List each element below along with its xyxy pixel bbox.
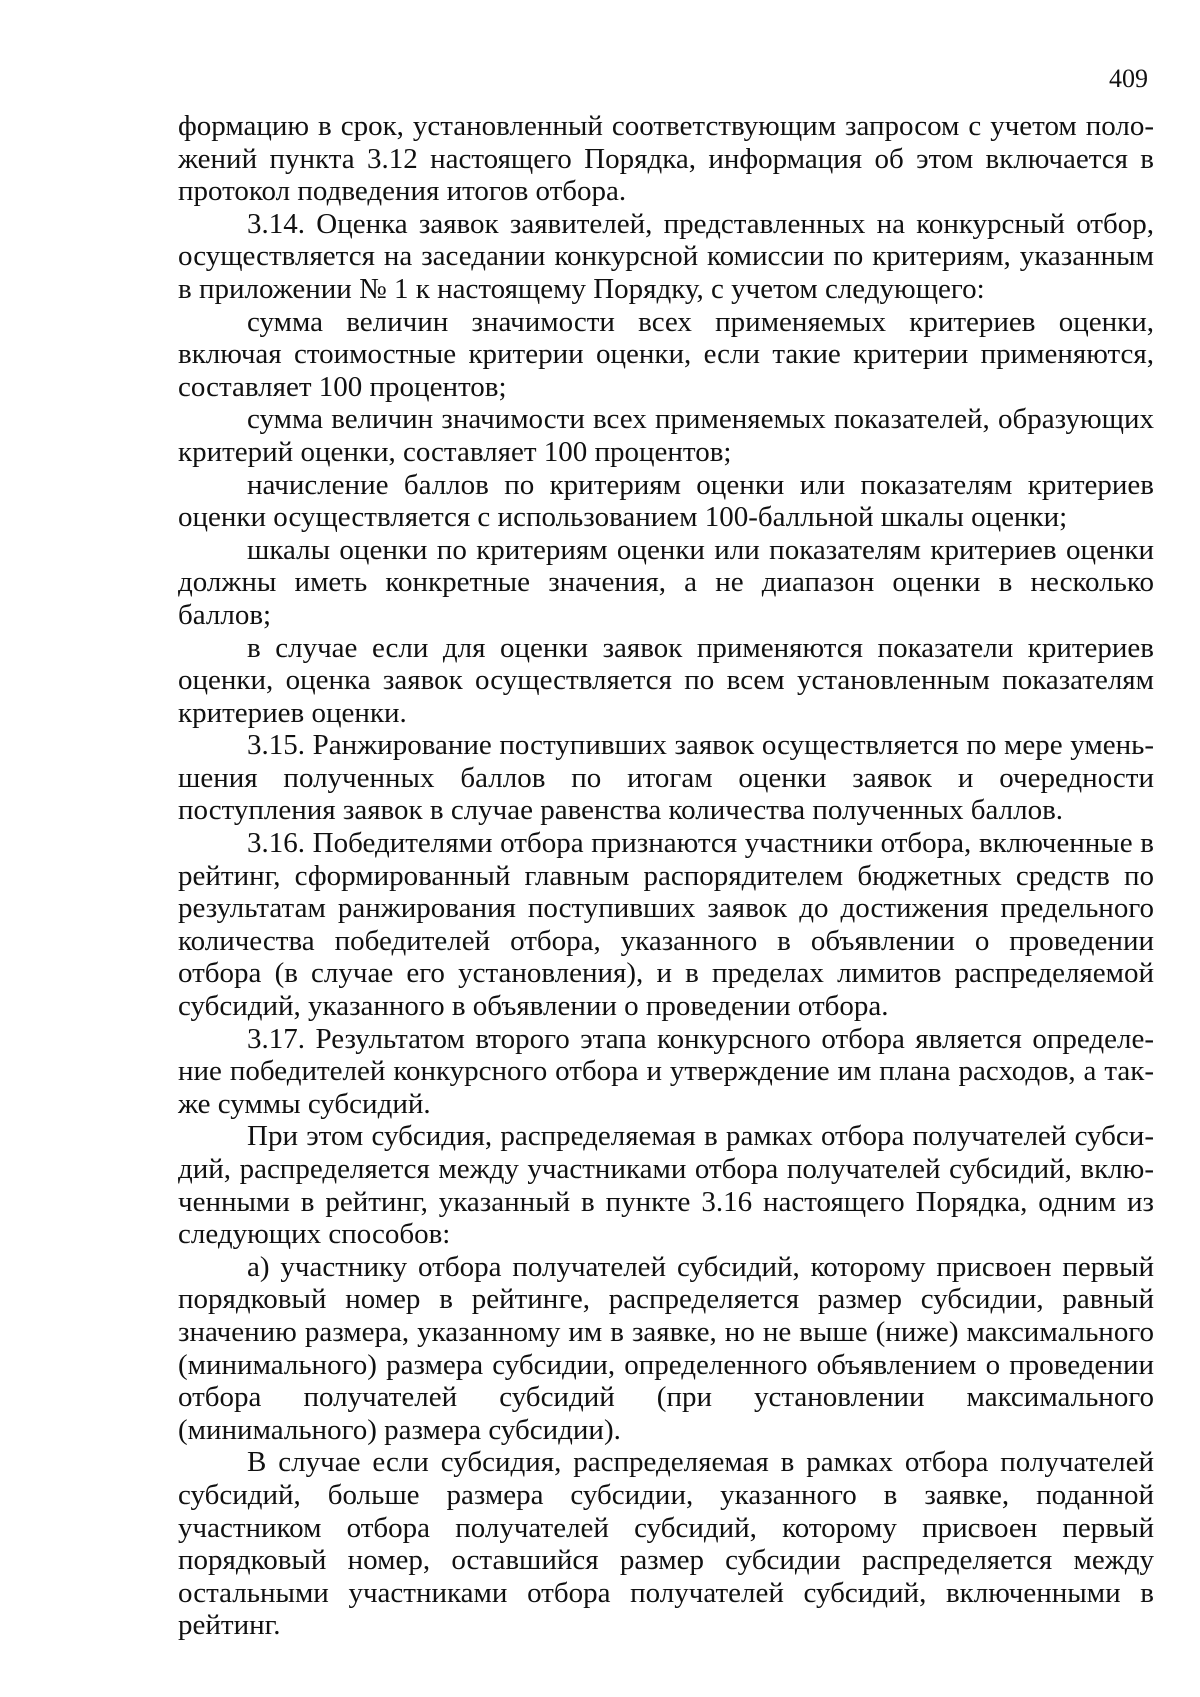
paragraph-indicators-sum: сумма величин значимости всех применяемых показателей, образующих критерий оценки, составляет 100 процентов; — [178, 403, 1154, 468]
paragraph-3-16: 3.16. Победителями отбора признаются участники отбора, включенные в рейтинг, сформированный главным распорядителем бюджетных средств по результатам ранжирования поступивших заявок до достижения предельного количества победителей отбора, указанного в объявлении о проведении отбора (в случае его установления), и в пределах лимитов распределяемой субсидий, указанного в объявлении о проведении отбора. — [178, 827, 1154, 1023]
paragraph-continuation: формацию в срок, установленный соответствующим запросом с учетом положений пункта 3.12 настоящего Порядка, информация об этом включается в протокол подведения итогов отбора. — [178, 110, 1154, 208]
paragraph-3-17: 3.17. Результатом второго этапа конкурсного отбора является определение победителей конкурсного отбора и утверждение им плана расходов, а также суммы субсидий. — [178, 1022, 1154, 1120]
paragraph-3-14: 3.14. Оценка заявок заявителей, представленных на конкурсный отбор, осуществляется на заседании конкурсной комиссии по критериям, указанным в приложении № 1 к настоящему Порядку, с учетом следующего: — [178, 207, 1154, 305]
paragraph-criteria-sum: сумма величин значимости всех применяемых критериев оценки, включая стоимостные критерии оценки, если такие критерии применяются, составляет 100 процентов; — [178, 305, 1154, 403]
paragraph-remaining-subsidy: В случае если субсидия, распределяемая в рамках отбора получателей субсидий, больше размера субсидии, указанного в заявке, поданной участником отбора получателей субсидий, которому присвоен первый порядковый номер, оставшийся размер субсидии распределяется между остальными участниками отбора получателей субсидий, включенными в рейтинг. — [178, 1446, 1154, 1642]
paragraph-method-a: а) участнику отбора получателей субсидий, которому присвоен первый порядковый номер в рейтинге, распределяется размер субсидии, равный значению размера, указанному им в заявке, но не выше (ниже) максимального (минимального) размера субсидии, определенного объявлением о проведении отбора получателей субсидий (при установлении максимального (минимального) размера субсидии). — [178, 1250, 1154, 1446]
paragraph-3-15: 3.15. Ранжирование поступивших заявок осуществляется по мере уменьшения полученных баллов по итогам оценки заявок и очередности поступления заявок в случае равенства количества полученных баллов. — [178, 729, 1154, 827]
paragraph-indicator-evaluation: в случае если для оценки заявок применяются показатели критериев оценки, оценка заявок осуществляется по всем установленным показателям критериев оценки. — [178, 631, 1154, 729]
paragraph-scale-values: шкалы оценки по критериям оценки или показателям критериев оценки должны иметь конкретные значения, а не диапазон оценки в несколько баллов; — [178, 533, 1154, 631]
page-number: 409 — [1109, 64, 1148, 93]
paragraph-distribution-methods: При этом субсидия, распределяемая в рамках отбора получателей субсидий, распределяется между участниками отбора получателей субсидий, включенными в рейтинг, указанный в пункте 3.16 настоящего Порядка, одним из следующих способов: — [178, 1120, 1154, 1251]
document-body — [178, 110, 1154, 1642]
paragraph-scoring-scale: начисление баллов по критериям оценки или показателям критериев оценки осуществляется с использованием 100-балльной шкалы оценки; — [178, 468, 1154, 534]
